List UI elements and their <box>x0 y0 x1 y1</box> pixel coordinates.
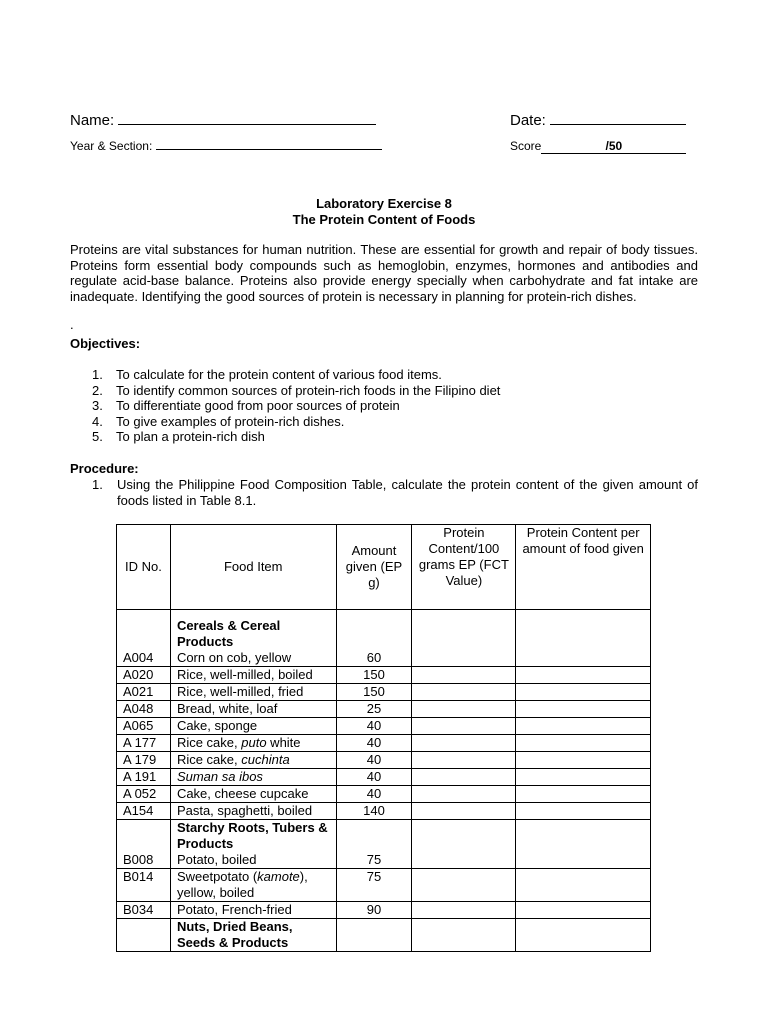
table-row: A 052 Cake, cheese cupcake 40 <box>117 786 651 803</box>
objectives-heading: Objectives: <box>70 336 141 351</box>
table-row: B034 Potato, French-fried 90 <box>117 902 651 919</box>
table-row: A004 Cereals & Cereal Products Corn on cob, yellow 60 <box>117 610 651 667</box>
table-row: B014 Sweetpotato (kamote), yellow, boiled 75 <box>117 869 651 902</box>
answer-cell[interactable] <box>412 667 516 684</box>
table-row: B008 Starchy Roots, Tubers & Products Potato, boiled 75 <box>117 820 651 869</box>
section-field <box>70 139 382 153</box>
exercise-title: The Protein Content of Foods <box>292 212 476 227</box>
list-item: 5. To plan a protein-rich dish <box>92 429 265 444</box>
list-item: 2. To identify common sources of protein-rich foods in the Filipino diet <box>92 382 501 398</box>
answer-cell[interactable] <box>516 735 651 752</box>
food-table <box>116 524 651 952</box>
answer-cell[interactable] <box>516 718 651 735</box>
answer-cell[interactable] <box>412 786 516 803</box>
answer-cell[interactable] <box>412 919 516 952</box>
answer-cell[interactable] <box>516 919 651 952</box>
table-header-row <box>117 525 651 610</box>
table-row: A 191 Suman sa ibos 40 <box>117 769 651 786</box>
list-item: 3. To differentiate good from poor sources of protein <box>92 398 400 413</box>
answer-cell[interactable] <box>412 820 516 869</box>
name-label: Name: <box>70 112 115 129</box>
answer-cell[interactable] <box>412 752 516 769</box>
table-row: A048 Bread, white, loaf 25 <box>117 701 651 718</box>
answer-cell[interactable] <box>412 735 516 752</box>
exercise-number: Laboratory Exercise 8 <box>316 196 452 211</box>
list-item: 4. To give examples of protein-rich dishes. <box>92 413 345 429</box>
table-row: A154 Pasta, spaghetti, boiled 140 <box>117 803 651 820</box>
category-cereals: Cereals & Cereal Products <box>176 618 281 649</box>
answer-cell[interactable] <box>516 769 651 786</box>
header-id: ID No. <box>117 525 171 610</box>
table-row: A 177 Rice cake, puto white 40 <box>117 735 651 752</box>
answer-cell[interactable] <box>412 701 516 718</box>
intro-paragraph: Proteins are vital substances for human nutrition. These are essential for growth and repair of body tissues. Proteins form essential body compounds such as hemoglobin, enzymes, hormones and antibodies and regulate acid-base balance. Proteins also provide energy specially when carbohydrate and fat intake are inadequate. Identifying the good sources of protein is necessary in planning for protein-rich dishes. <box>70 242 698 304</box>
category-nuts: Nuts, Dried Beans, Seeds & Products <box>170 919 336 952</box>
header-protein-100g: Protein Content/100 grams EP (FCT Value) <box>412 525 516 610</box>
answer-cell[interactable] <box>412 902 516 919</box>
answer-cell[interactable] <box>516 803 651 820</box>
table-row <box>117 919 651 952</box>
procedure-step: 1. Using the Philippine Food Composition Table, calculate the protein content of the given amount of foods listed in Table 8.1. <box>92 477 698 508</box>
answer-cell[interactable] <box>516 667 651 684</box>
header-protein-given: Protein Content per amount of food given <box>516 525 651 610</box>
answer-cell[interactable] <box>412 803 516 820</box>
answer-cell[interactable] <box>516 902 651 919</box>
header-amount: Amount given (EP g) <box>336 525 412 610</box>
answer-cell[interactable] <box>516 752 651 769</box>
answer-cell[interactable] <box>516 786 651 803</box>
answer-cell[interactable] <box>516 610 651 667</box>
answer-cell[interactable] <box>412 718 516 735</box>
answer-cell[interactable] <box>516 701 651 718</box>
procedure-heading: Procedure: <box>70 461 139 476</box>
answer-cell[interactable] <box>412 869 516 902</box>
header-food: Food Item <box>170 525 336 610</box>
answer-cell[interactable] <box>516 684 651 701</box>
score-value: /50 <box>541 139 686 154</box>
answer-cell[interactable] <box>516 869 651 902</box>
name-blank[interactable] <box>118 124 376 125</box>
table-row: A065 Cake, sponge 40 <box>117 718 651 735</box>
section-blank[interactable] <box>156 149 382 150</box>
list-item: 1. To calculate for the protein content of various food items. <box>92 367 442 382</box>
stray-dot: . <box>70 317 74 332</box>
table-row: A021 Rice, well-milled, fried 150 <box>117 684 651 701</box>
date-label: Date: <box>510 112 546 129</box>
score-field <box>510 139 686 154</box>
category-starchy: Starchy Roots, Tubers & Products <box>176 820 328 851</box>
score-label: Score <box>510 139 542 153</box>
answer-cell[interactable] <box>412 610 516 667</box>
answer-cell[interactable] <box>516 820 651 869</box>
section-label: Year & Section: <box>70 139 153 153</box>
date-field <box>510 112 686 129</box>
answer-cell[interactable] <box>412 769 516 786</box>
date-blank[interactable] <box>550 124 686 125</box>
name-field <box>70 112 376 129</box>
table-row: A020 Rice, well-milled, boiled 150 <box>117 667 651 684</box>
table-row: A 179 Rice cake, cuchinta 40 <box>117 752 651 769</box>
answer-cell[interactable] <box>412 684 516 701</box>
objectives-list <box>92 367 692 445</box>
